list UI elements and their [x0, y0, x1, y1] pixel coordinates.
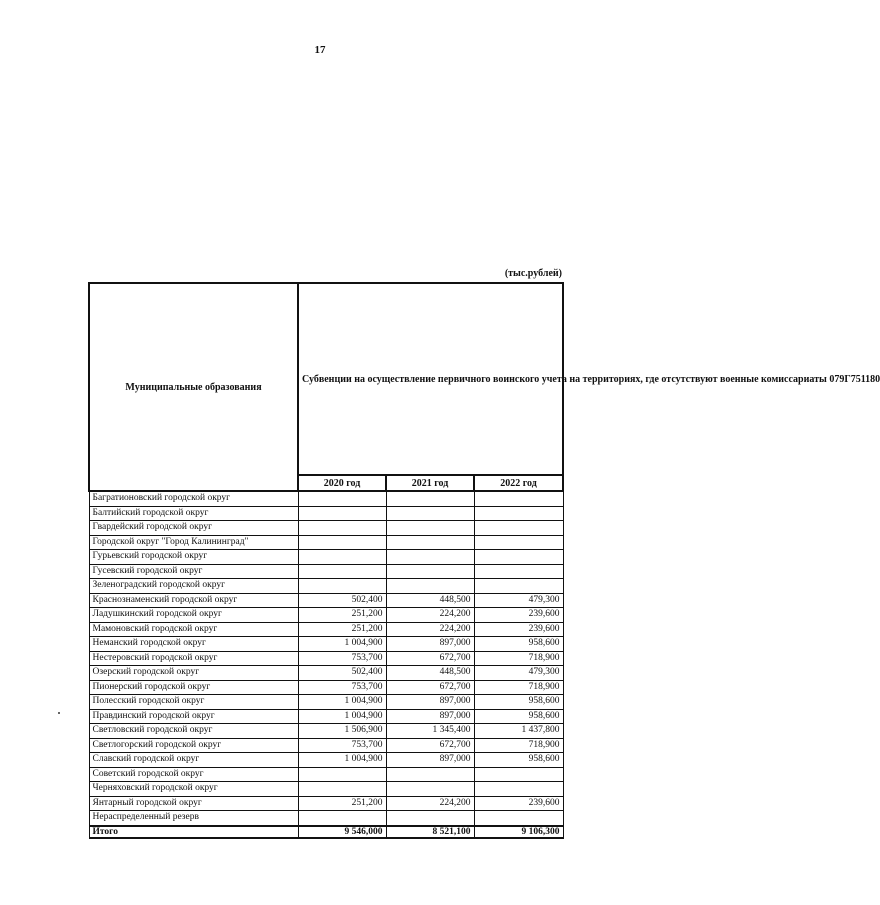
municipality-name: Славский городской округ: [89, 753, 298, 768]
municipality-name: Багратионовский городской округ: [89, 491, 298, 506]
table-row: [89, 796, 563, 811]
value-2022: [474, 521, 563, 536]
value-2021: [386, 550, 474, 565]
value-2021: 897,000: [386, 753, 474, 768]
municipality-name: Светлогорский городской округ: [89, 738, 298, 753]
value-2020: 251,200: [298, 622, 386, 637]
municipality-name: Неманский городской округ: [89, 637, 298, 652]
total-2021: 8 521,100: [386, 826, 474, 838]
value-2022: 958,600: [474, 709, 563, 724]
value-2022: [474, 535, 563, 550]
table-row: [89, 738, 563, 753]
value-2021: [386, 767, 474, 782]
value-2020: [298, 506, 386, 521]
municipality-name: Гурьевский городской округ: [89, 550, 298, 565]
value-2022: [474, 550, 563, 565]
value-2022: [474, 506, 563, 521]
value-2020: [298, 521, 386, 536]
value-2021: 672,700: [386, 738, 474, 753]
value-2020: 1 004,900: [298, 753, 386, 768]
value-2021: 897,000: [386, 695, 474, 710]
table-row: [89, 782, 563, 797]
year-header-2022: 2022 год: [474, 475, 563, 491]
value-2020: [298, 535, 386, 550]
value-2021: 897,000: [386, 709, 474, 724]
value-2020: 1 506,900: [298, 724, 386, 739]
value-2021: 224,200: [386, 622, 474, 637]
total-row: [89, 826, 563, 838]
table-body: [89, 491, 563, 826]
table-row: [89, 767, 563, 782]
value-2022: 718,900: [474, 680, 563, 695]
value-2022: 958,600: [474, 753, 563, 768]
value-2022: 718,900: [474, 738, 563, 753]
value-2021: 1 345,400: [386, 724, 474, 739]
table-row: [89, 651, 563, 666]
value-2022: [474, 782, 563, 797]
value-2020: 502,400: [298, 593, 386, 608]
value-2022: 479,300: [474, 666, 563, 681]
value-2021: [386, 564, 474, 579]
value-2020: 251,200: [298, 796, 386, 811]
total-2022: 9 106,300: [474, 826, 563, 838]
year-header-2021: 2021 год: [386, 475, 474, 491]
table-row: [89, 622, 563, 637]
table-row: [89, 608, 563, 623]
municipality-name: Нераспределенный резерв: [89, 811, 298, 826]
table-row: [89, 637, 563, 652]
municipality-name: Зеленоградский городской округ: [89, 579, 298, 594]
value-2021: [386, 535, 474, 550]
value-2022: 479,300: [474, 593, 563, 608]
table-row: [89, 564, 563, 579]
value-2020: [298, 579, 386, 594]
municipality-name: Светловский городской округ: [89, 724, 298, 739]
value-2020: 502,400: [298, 666, 386, 681]
value-2020: [298, 767, 386, 782]
value-2020: 753,700: [298, 738, 386, 753]
municipality-name: Мамоновский городской округ: [89, 622, 298, 637]
table-row: [89, 753, 563, 768]
value-2020: 1 004,900: [298, 637, 386, 652]
municipality-name: Балтийский городской округ: [89, 506, 298, 521]
municipality-name: Краснознаменский городской округ: [89, 593, 298, 608]
value-2021: [386, 491, 474, 506]
value-2022: 958,600: [474, 637, 563, 652]
total-2020: 9 546,000: [298, 826, 386, 838]
year-header-2020: 2020 год: [298, 475, 386, 491]
subsidy-table: [88, 282, 880, 839]
municipality-name: Городской округ "Город Калининград": [89, 535, 298, 550]
total-label: Итого: [89, 826, 298, 838]
table-row: [89, 811, 563, 826]
value-2021: 224,200: [386, 796, 474, 811]
municipality-name: Черняховский городской округ: [89, 782, 298, 797]
value-2021: 448,500: [386, 666, 474, 681]
value-2022: 1 437,800: [474, 724, 563, 739]
municipality-name: Озерский городской округ: [89, 666, 298, 681]
value-2021: 672,700: [386, 680, 474, 695]
value-2021: [386, 521, 474, 536]
value-2022: [474, 811, 563, 826]
value-2022: [474, 564, 563, 579]
value-2020: [298, 550, 386, 565]
value-2020: 251,200: [298, 608, 386, 623]
municipality-name: Пионерский городской округ: [89, 680, 298, 695]
subsidy-group-header: Субвенции на осуществление первичного воинского учета на территориях, где отсутствуют военные комиссариаты 079Г751180: [298, 283, 563, 475]
value-2021: [386, 579, 474, 594]
value-2021: [386, 811, 474, 826]
table-row: [89, 695, 563, 710]
municipality-name: Советский городской округ: [89, 767, 298, 782]
table-row: [89, 579, 563, 594]
municipality-name: Гусевский городской округ: [89, 564, 298, 579]
value-2020: 753,700: [298, 680, 386, 695]
table-row: [89, 724, 563, 739]
value-2020: [298, 782, 386, 797]
table-row: [89, 666, 563, 681]
municipality-name: Полесский городской округ: [89, 695, 298, 710]
municipality-name: Гвардейский городской округ: [89, 521, 298, 536]
table-row: [89, 506, 563, 521]
value-2021: 672,700: [386, 651, 474, 666]
value-2021: [386, 506, 474, 521]
table-row: [89, 491, 563, 506]
value-2022: 958,600: [474, 695, 563, 710]
value-2020: 1 004,900: [298, 695, 386, 710]
value-2022: [474, 579, 563, 594]
value-2022: [474, 767, 563, 782]
value-2020: [298, 491, 386, 506]
value-2020: 753,700: [298, 651, 386, 666]
value-2022: 718,900: [474, 651, 563, 666]
table-row: [89, 709, 563, 724]
table-row: [89, 593, 563, 608]
municipality-column-header: Муниципальные образования: [89, 283, 298, 491]
value-2022: 239,600: [474, 608, 563, 623]
municipality-name: Янтарный городской округ: [89, 796, 298, 811]
table-row: [89, 550, 563, 565]
value-2020: [298, 564, 386, 579]
page-number: 17: [314, 44, 326, 56]
margin-mark: [58, 712, 60, 714]
value-2022: 239,600: [474, 622, 563, 637]
value-2022: 239,600: [474, 796, 563, 811]
value-2021: 448,500: [386, 593, 474, 608]
municipality-name: Правдинский городской округ: [89, 709, 298, 724]
value-2022: [474, 491, 563, 506]
value-2020: [298, 811, 386, 826]
municipality-name: Нестеровский городской округ: [89, 651, 298, 666]
value-2020: 1 004,900: [298, 709, 386, 724]
value-2021: 897,000: [386, 637, 474, 652]
value-2021: 224,200: [386, 608, 474, 623]
municipality-name: Ладушкинский городской округ: [89, 608, 298, 623]
units-label: (тыс.рублей): [504, 268, 562, 279]
table-row: [89, 535, 563, 550]
table-row: [89, 521, 563, 536]
table-row: [89, 680, 563, 695]
value-2021: [386, 782, 474, 797]
